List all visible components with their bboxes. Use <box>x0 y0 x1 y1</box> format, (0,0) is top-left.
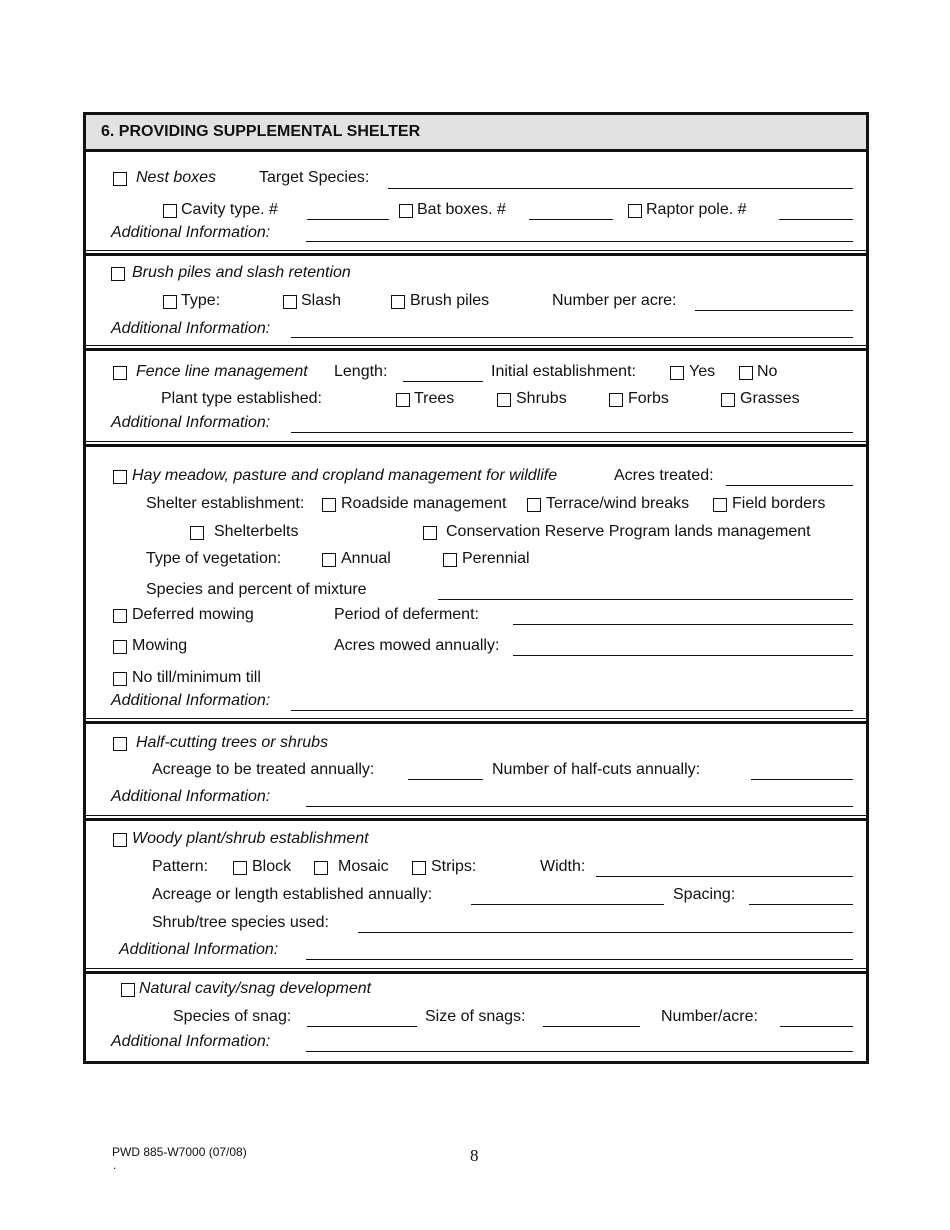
species-mix-field[interactable] <box>438 599 853 600</box>
species-used-field[interactable] <box>358 932 853 933</box>
plant-type-label: Plant type established: <box>161 390 322 407</box>
bat-boxes-label: Bat boxes. # <box>417 201 506 218</box>
shelterbelts-checkbox[interactable] <box>190 526 204 540</box>
shelter-establishment-label: Shelter establishment: <box>146 495 305 512</box>
number-per-acre-label: Number per acre: <box>552 292 677 309</box>
deferment-label: Period of deferment: <box>334 606 479 623</box>
half-cuts-field[interactable] <box>751 779 853 780</box>
type-checkbox[interactable] <box>163 295 177 309</box>
brush-piles-title: Brush piles and slash retention <box>132 264 351 281</box>
no-checkbox[interactable] <box>739 366 753 380</box>
perennial-checkbox[interactable] <box>443 553 457 567</box>
additional-info-label: Additional Information: <box>111 224 271 241</box>
raptor-pole-label: Raptor pole. # <box>646 201 747 218</box>
acres-mowed-field[interactable] <box>513 655 853 656</box>
cavity-type-checkbox[interactable] <box>163 204 177 218</box>
additional-info-field[interactable] <box>306 241 853 242</box>
fence-line-title: Fence line management <box>136 363 308 380</box>
section-divider <box>86 250 866 256</box>
raptor-pole-checkbox[interactable] <box>628 204 642 218</box>
width-field[interactable] <box>596 876 853 877</box>
forbs-label: Forbs <box>628 390 669 407</box>
snag-title: Natural cavity/snag development <box>139 980 372 997</box>
additional-info-label: Additional Information: <box>111 692 271 709</box>
shelterbelts-label: Shelterbelts <box>214 523 299 540</box>
raptor-pole-field[interactable] <box>779 219 853 220</box>
shelter-form <box>83 112 869 1064</box>
slash-checkbox[interactable] <box>283 295 297 309</box>
acreage-established-field[interactable] <box>471 904 664 905</box>
annual-label: Annual <box>341 550 391 567</box>
hay-meadow-title: Hay meadow, pasture and cropland management for wildlife <box>132 467 558 484</box>
nest-boxes-label: Nest boxes <box>136 169 217 186</box>
woody-plant-title: Woody plant/shrub establishment <box>132 830 369 847</box>
section-divider <box>86 815 866 821</box>
species-mix-label: Species and percent of mixture <box>146 581 367 598</box>
acreage-established-label: Acreage or length established annually: <box>152 886 433 903</box>
section-divider <box>86 718 866 724</box>
pattern-label: Pattern: <box>152 858 209 875</box>
section-divider <box>86 968 866 974</box>
no-till-checkbox[interactable] <box>113 672 127 686</box>
mowing-checkbox[interactable] <box>113 640 127 654</box>
grasses-label: Grasses <box>740 390 800 407</box>
section-divider <box>86 345 866 351</box>
crp-checkbox[interactable] <box>423 526 437 540</box>
length-label: Length: <box>334 363 388 380</box>
additional-info-field[interactable] <box>291 337 853 338</box>
acres-treated-label: Acres treated: <box>614 467 714 484</box>
additional-info-label: Additional Information: <box>111 414 271 431</box>
acreage-treated-label: Acreage to be treated annually: <box>152 761 375 778</box>
additional-info-label: Additional Information: <box>119 941 279 958</box>
type-label: Type: <box>181 292 221 309</box>
section-title: 6. PROVIDING SUPPLEMENTAL SHELTER <box>101 123 421 140</box>
cavity-type-field[interactable] <box>307 219 389 220</box>
additional-info-field[interactable] <box>291 432 853 433</box>
field-borders-label: Field borders <box>732 495 826 512</box>
additional-info-field[interactable] <box>291 710 853 711</box>
snag-size-label: Size of snags: <box>425 1008 526 1025</box>
snag-species-field[interactable] <box>307 1026 417 1027</box>
fence-line-checkbox[interactable] <box>113 366 127 380</box>
section-divider <box>86 441 866 447</box>
section-header <box>86 115 866 152</box>
yes-checkbox[interactable] <box>670 366 684 380</box>
footer-dot: . <box>113 1158 117 1172</box>
snag-size-field[interactable] <box>543 1026 640 1027</box>
mowing-label: Mowing <box>132 637 188 654</box>
deferred-mowing-checkbox[interactable] <box>113 609 127 623</box>
half-cuts-label: Number of half-cuts annually: <box>492 761 701 778</box>
shrubs-label: Shrubs <box>516 390 567 407</box>
spacing-field[interactable] <box>749 904 853 905</box>
additional-info-label: Additional Information: <box>111 1033 271 1050</box>
terrace-label: Terrace/wind breaks <box>546 495 690 512</box>
slash-label: Slash <box>301 292 342 309</box>
brush-piles-checkbox[interactable] <box>111 267 125 281</box>
block-label: Block <box>252 858 292 875</box>
page-number: 8 <box>470 1146 479 1165</box>
deferred-mowing-label: Deferred mowing <box>132 606 254 623</box>
acreage-treated-field[interactable] <box>408 779 483 780</box>
width-label: Width: <box>540 858 586 875</box>
no-label: No <box>757 363 778 380</box>
strips-label: Strips: <box>431 858 477 875</box>
snag-species-label: Species of snag: <box>173 1008 292 1025</box>
half-cutting-checkbox[interactable] <box>113 737 127 751</box>
bat-boxes-checkbox[interactable] <box>399 204 413 218</box>
spacing-label: Spacing: <box>673 886 736 903</box>
roadside-label: Roadside management <box>341 495 507 512</box>
form-id: PWD 885-W7000 (07/08) <box>112 1145 247 1159</box>
roadside-checkbox[interactable] <box>322 498 336 512</box>
shrubs-checkbox[interactable] <box>497 393 511 407</box>
additional-info-field[interactable] <box>306 959 853 960</box>
annual-checkbox[interactable] <box>322 553 336 567</box>
forbs-checkbox[interactable] <box>609 393 623 407</box>
acres-treated-field[interactable] <box>726 485 853 486</box>
deferment-field[interactable] <box>513 624 853 625</box>
species-used-label: Shrub/tree species used: <box>152 914 329 931</box>
additional-info-field[interactable] <box>306 1051 853 1052</box>
target-species-label: Target Species: <box>259 169 370 186</box>
cavity-type-label: Cavity type. # <box>181 201 278 218</box>
vegetation-type-label: Type of vegetation: <box>146 550 282 567</box>
trees-checkbox[interactable] <box>396 393 410 407</box>
strips-checkbox[interactable] <box>412 861 426 875</box>
yes-label: Yes <box>689 363 716 380</box>
number-per-acre-field[interactable] <box>695 310 853 311</box>
nest-boxes-checkbox[interactable] <box>113 172 127 186</box>
trees-label: Trees <box>414 390 455 407</box>
target-species-field[interactable] <box>388 188 853 189</box>
woody-plant-checkbox[interactable] <box>113 833 127 847</box>
number-acre-field[interactable] <box>780 1026 853 1027</box>
grasses-checkbox[interactable] <box>721 393 735 407</box>
brush-piles-type-checkbox[interactable] <box>391 295 405 309</box>
half-cutting-title: Half-cutting trees or shrubs <box>136 734 329 751</box>
additional-info-label: Additional Information: <box>111 320 271 337</box>
acres-mowed-label: Acres mowed annually: <box>334 637 500 654</box>
additional-info-label: Additional Information: <box>111 788 271 805</box>
mosaic-label: Mosaic <box>338 858 389 875</box>
perennial-label: Perennial <box>462 550 530 567</box>
initial-establishment-label: Initial establishment: <box>491 363 636 380</box>
additional-info-field[interactable] <box>306 806 853 807</box>
bat-boxes-field[interactable] <box>529 219 613 220</box>
mosaic-checkbox[interactable] <box>314 861 328 875</box>
snag-checkbox[interactable] <box>121 983 135 997</box>
brush-piles-type-label: Brush piles <box>410 292 490 309</box>
terrace-checkbox[interactable] <box>527 498 541 512</box>
hay-meadow-checkbox[interactable] <box>113 470 127 484</box>
field-borders-checkbox[interactable] <box>713 498 727 512</box>
length-field[interactable] <box>403 381 483 382</box>
no-till-label: No till/minimum till <box>132 669 261 686</box>
block-checkbox[interactable] <box>233 861 247 875</box>
crp-label: Conservation Reserve Program lands management <box>446 523 811 540</box>
number-acre-label: Number/acre: <box>661 1008 758 1025</box>
